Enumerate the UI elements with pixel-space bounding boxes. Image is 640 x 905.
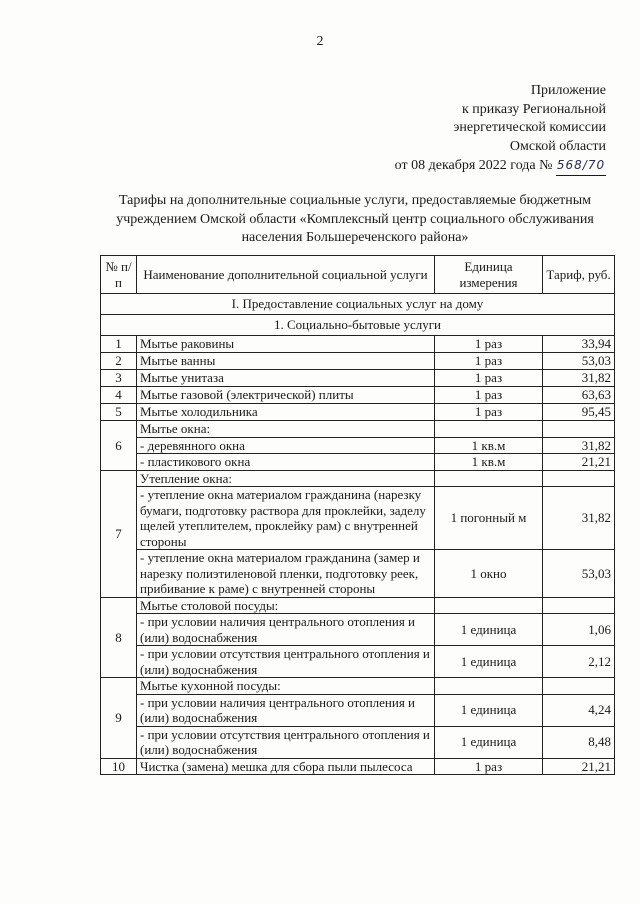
group-num: 7 xyxy=(101,470,137,597)
group-header-row xyxy=(101,421,615,438)
order-number-handwritten: 568/70 xyxy=(556,156,606,176)
row-num: 10 xyxy=(101,758,137,775)
empty-cell xyxy=(543,470,615,487)
section-title: I. Предоставление социальных услуг на дому xyxy=(101,294,615,315)
row-num: 3 xyxy=(101,370,137,387)
row-name: Мытье раковины xyxy=(137,336,435,353)
row-name: Мытье ванны xyxy=(137,353,435,370)
row-name: Чистка (замена) мешка для сбора пыли пылесоса xyxy=(137,758,435,775)
document-title: Тарифы на дополнительные социальные услуги, предоставляемые бюджетным учреждением Омской области «Комплексный центр социального обслуживания населения Большереченского района» xyxy=(116,193,594,245)
row-price: 2,12 xyxy=(543,646,615,678)
row-unit: 1 единица xyxy=(435,694,543,726)
row-unit: 1 раз xyxy=(435,404,543,421)
row-name: - утепление окна материалом гражданина (нарезку бумаги, подготовку раствора для проклейки, заделу щелей утеплителем, проклейку рам) с внутренней стороны xyxy=(137,487,435,550)
row-name: - при условии наличия центрального отопления и (или) водоснабжения xyxy=(137,694,435,726)
table-row xyxy=(101,370,615,387)
table-row xyxy=(101,336,615,353)
group-title: Утепление окна: xyxy=(137,470,435,487)
row-price: 31,82 xyxy=(543,370,615,387)
empty-cell xyxy=(435,678,543,695)
group-title: Мытье столовой посуды: xyxy=(137,597,435,614)
table-row xyxy=(101,646,615,678)
appendix-line: Омской области xyxy=(509,138,606,154)
table-row xyxy=(101,353,615,370)
row-name: - пластикового окна xyxy=(137,454,435,471)
row-unit: 1 раз xyxy=(435,353,543,370)
row-num: 2 xyxy=(101,353,137,370)
order-line xyxy=(395,156,606,176)
header-price: Тариф, руб. xyxy=(543,256,615,294)
section-row xyxy=(101,294,615,315)
row-name: Мытье холодильника xyxy=(137,404,435,421)
row-unit: 1 единица xyxy=(435,614,543,646)
table-row xyxy=(101,454,615,471)
empty-cell xyxy=(435,470,543,487)
order-prefix: от 08 декабря 2022 года № xyxy=(394,158,553,173)
group-num: 9 xyxy=(101,678,137,759)
row-name: - при условии отсутствия центрального отопления и (или) водоснабжения xyxy=(137,726,435,758)
group-header-row xyxy=(101,678,615,695)
row-num: 1 xyxy=(101,336,137,353)
row-price: 31,82 xyxy=(543,437,615,454)
row-price: 21,21 xyxy=(543,758,615,775)
group-title: Мытье кухонной посуды: xyxy=(137,678,435,695)
row-unit: 1 окно xyxy=(435,550,543,598)
group-num: 8 xyxy=(101,597,137,678)
row-name: - при условии отсутствия центрального отопления и (или) водоснабжения xyxy=(137,646,435,678)
row-unit: 1 раз xyxy=(435,758,543,775)
table-row xyxy=(101,404,615,421)
group-num: 6 xyxy=(101,421,137,471)
table-row xyxy=(101,614,615,646)
table-row xyxy=(101,550,615,598)
row-price: 8,48 xyxy=(543,726,615,758)
empty-cell xyxy=(543,421,615,438)
row-name: - деревянного окна xyxy=(137,437,435,454)
row-price: 21,21 xyxy=(543,454,615,471)
header-num: № п/п xyxy=(101,256,137,294)
row-name: Мытье унитаза xyxy=(137,370,435,387)
group-header-row xyxy=(101,597,615,614)
page-number: 2 xyxy=(316,34,324,49)
row-price: 53,03 xyxy=(543,353,615,370)
subsection-title: 1. Социально-бытовые услуги xyxy=(101,315,615,336)
table-row xyxy=(101,387,615,404)
row-unit: 1 погонный м xyxy=(435,487,543,550)
group-title: Мытье окна: xyxy=(137,421,435,438)
row-num: 4 xyxy=(101,387,137,404)
table-row xyxy=(101,487,615,550)
row-price: 33,94 xyxy=(543,336,615,353)
appendix-block xyxy=(395,82,606,176)
row-num: 5 xyxy=(101,404,137,421)
row-price: 31,82 xyxy=(543,487,615,550)
row-unit: 1 кв.м xyxy=(435,454,543,471)
row-unit: 1 единица xyxy=(435,646,543,678)
table-row xyxy=(101,437,615,454)
empty-cell xyxy=(543,597,615,614)
table-row xyxy=(101,726,615,758)
row-unit: 1 раз xyxy=(435,336,543,353)
table-row xyxy=(101,758,615,775)
row-name: Мытье газовой (электрической) плиты xyxy=(137,387,435,404)
row-price: 1,06 xyxy=(543,614,615,646)
appendix-line: к приказу Региональной xyxy=(461,101,606,117)
row-price: 53,03 xyxy=(543,550,615,598)
row-unit: 1 кв.м xyxy=(435,437,543,454)
appendix-line: энергетической комиссии xyxy=(453,120,606,135)
row-price: 63,63 xyxy=(543,387,615,404)
header-unit: Единица измерения xyxy=(435,256,543,294)
row-unit: 1 раз xyxy=(435,387,543,404)
empty-cell xyxy=(435,597,543,614)
row-unit: 1 раз xyxy=(435,370,543,387)
subsection-row xyxy=(101,315,615,336)
table-header-row xyxy=(101,256,615,294)
empty-cell xyxy=(435,421,543,438)
tariff-table xyxy=(100,255,615,775)
row-price: 95,45 xyxy=(543,404,615,421)
row-unit: 1 единица xyxy=(435,726,543,758)
group-header-row xyxy=(101,470,615,487)
empty-cell xyxy=(543,678,615,695)
row-price: 4,24 xyxy=(543,694,615,726)
row-name: - при условии наличия центрального отопления и (или) водоснабжения xyxy=(137,614,435,646)
header-name: Наименование дополнительной социальной услуги xyxy=(137,256,435,294)
row-name: - утепление окна материалом гражданина (замер и нарезку полиэтиленовой пленки, подготовку реек, прибивание к раме) с внутренней стороны xyxy=(137,550,435,598)
table-row xyxy=(101,694,615,726)
appendix-line: Приложение xyxy=(530,83,606,98)
